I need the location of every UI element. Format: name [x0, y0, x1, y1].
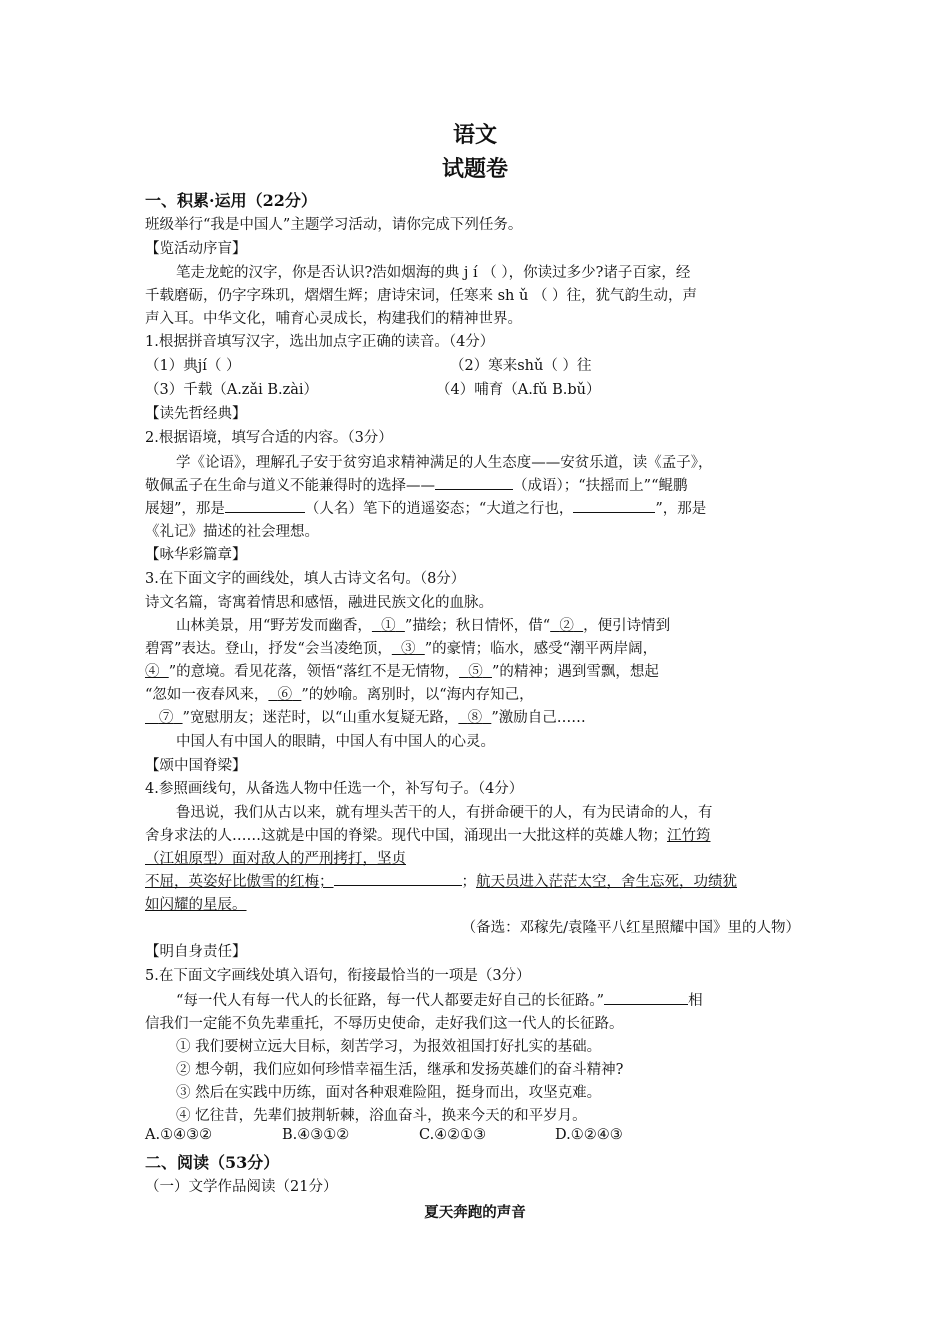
task-tag-2: 【读先哲经典】: [145, 406, 247, 422]
answer-blank[interactable]: [573, 498, 655, 513]
blank-marker[interactable]: [458, 710, 491, 726]
subsection-heading: （一）文学作品阅读（21分）: [145, 1179, 338, 1195]
paragraph-line: [176, 989, 703, 1010]
option-1: （1）典jí（ ）: [145, 358, 241, 374]
page-subtitle: 试题卷: [441, 156, 508, 182]
blank-number: ⑤: [468, 664, 483, 680]
text-run: ”的豪情；临水，感受“潮平两岸阔，: [424, 641, 658, 657]
option-2: （2）寒来shǔ（ ）往: [450, 358, 592, 374]
text-run: 山林美景，用“野芳发而幽香，: [176, 618, 372, 634]
blank-number: ③: [401, 641, 416, 657]
underlined-text: 江竹筠: [667, 828, 711, 844]
paragraph-line: 中国人有中国人的眼睛，中国人有中国人的心灵。: [176, 734, 495, 750]
text-run: 敬佩孟子在生命与道义不能兼得时的选择——: [145, 478, 435, 494]
paragraph-line: 信我们一定能不负先辈重托，不辱历史使命，走好我们这一代人的长征路。: [145, 1016, 624, 1032]
blank-number: ⑦: [158, 710, 174, 726]
candidates-note: （备选：邓稼先/袁隆平八红星照耀中国》里的人物）: [461, 920, 800, 936]
task-tag-1: 【览活动序盲】: [145, 241, 247, 257]
paragraph-line: 学《论语》，理解孔子安于贫穷追求精神满足的人生态度——安贫乐道，读《孟子》，: [176, 455, 713, 471]
question-4: 4.参照画线句，从备选人物中任选一个，补写句子。（4分）: [145, 781, 524, 797]
text-run: ”，那是: [655, 501, 707, 517]
sentence-option: ④ 忆往昔，先辈们披荆斩棘，浴血奋斗，换来今天的和平岁月。: [176, 1108, 587, 1124]
section-heading-1: 一、积累·运用（22分）: [145, 191, 317, 210]
paragraph-line: 声入耳。中华文化，哺育心灵成长，构建我们的精神世界。: [145, 311, 522, 327]
text-run: ”描绘；秋日情怀，借“: [404, 618, 551, 634]
blank-number: ⑥: [277, 687, 293, 703]
blank-number: ②: [559, 618, 574, 634]
paragraph-line: [145, 497, 706, 518]
page-title: 语文: [452, 122, 497, 148]
paragraph-line: [145, 824, 711, 845]
paragraph-line: 千载磨砺，仍字字珠玑，熠熠生辉；唐诗宋词，任寒来 sh ǔ （ ）往，犹气韵生动，声: [145, 288, 698, 304]
article-title: 夏天奔跑的声音: [424, 1204, 526, 1221]
question-5: 5.在下面文字画线处填入语句，衔接最恰当的一项是（3分）: [145, 968, 531, 984]
question-1: 1.根据拼音填写汉字，选出加点字正确的读音。（4分）: [145, 334, 495, 350]
text-run: ”的妙喻。离别时，以“海内存知己，: [301, 687, 534, 703]
text-run: ”的意境。看见花落，领悟“落红不是无情物，: [168, 664, 460, 680]
task-tag-5: 【明自身责任】: [145, 944, 247, 960]
blank-marker[interactable]: [459, 664, 492, 680]
answer-choice-c[interactable]: C.④②①③: [419, 1127, 487, 1143]
blank-marker[interactable]: [372, 618, 405, 634]
text-run: 舍身求法的人……这就是中国的脊梁。现代中国，涌现出一大批这样的英雄人物；: [145, 828, 667, 844]
question-3: 3.在下面文字的画线处，填人古诗文名句。（8分）: [145, 571, 466, 587]
text-run: ”的精神；遇到雪飘，想起: [491, 664, 659, 680]
answer-choice-d[interactable]: D.①②④③: [555, 1127, 623, 1143]
underlined-text: 不屈，英姿好比傲雪的红梅；: [145, 874, 334, 890]
answer-blank[interactable]: [334, 871, 462, 886]
text-run: 展翅”，那是: [145, 501, 225, 517]
paragraph-line: [145, 637, 657, 658]
paragraph-line: 鲁迅说，我们从古以来，就有埋头苦干的人，有拼命硬干的人，有为民请命的人，有: [176, 805, 713, 821]
sentence-option: ① 我们要树立远大目标，刻苦学习，为报效祖国打好扎实的基础。: [176, 1039, 602, 1055]
paragraph-line: [145, 870, 737, 891]
sentence-option: ③ 然后在实践中历练，面对各种艰难险阻，挺身而出，攻坚克难。: [176, 1085, 602, 1101]
paragraph-line: [145, 683, 534, 704]
paragraph-line: [176, 614, 670, 635]
answer-choice-a[interactable]: A.①④③②: [145, 1127, 213, 1143]
option-3: （3）千载（A.zǎi B.zài）: [145, 382, 319, 398]
paragraph-line: [145, 706, 586, 727]
answer-blank[interactable]: [435, 475, 513, 490]
underlined-text: （江姐原型）面对敌人的严刑拷打，坚贞: [145, 851, 406, 867]
blank-number: ④: [145, 664, 160, 680]
text-run: （成语）；“扶摇而上”“鲲鹏: [513, 478, 688, 494]
text-run: 碧霄”表达。登山，抒发“会当凌绝顶，: [145, 641, 392, 657]
blank-number: ⑧: [467, 710, 483, 726]
paragraph-line: [145, 474, 688, 495]
text-run: 相: [688, 993, 703, 1009]
question-2: 2.根据语境，填写合适的内容。（3分）: [145, 430, 393, 446]
section-heading-2: 二、阅读（53分）: [145, 1153, 280, 1172]
text-run: ，便引诗情到: [583, 618, 671, 634]
underlined-text: 航天员进入茫茫太空，舍生忘死，功绩犹: [476, 874, 737, 890]
paragraph-line: 笔走龙蛇的汉字，你是否认识?浩如烟海的典 j í （ ），你读过多少?诸子百家，经: [176, 265, 691, 281]
text-run: ”激励自己……: [491, 710, 586, 726]
blank-marker[interactable]: [268, 687, 301, 703]
answer-blank[interactable]: [225, 498, 305, 513]
underlined-text: 如闪耀的星辰。: [145, 897, 247, 913]
text-run: “每一代人有每一代人的长征路，每一代人都要走好自己的长征路。”: [176, 993, 605, 1009]
answer-choice-b[interactable]: B.④③①②: [282, 1127, 350, 1143]
blank-marker[interactable]: [145, 664, 169, 680]
option-4: （4）哺育（A.fǔ B.bǔ）: [436, 382, 601, 398]
blank-number: ①: [381, 618, 396, 634]
sentence-option: ② 想今朝，我们应如何珍惜幸福生活，继承和发扬英雄们的奋斗精神?: [176, 1062, 624, 1078]
text-run: ”宽慰朋友；迷茫时，以“山重水复疑无路，: [182, 710, 459, 726]
text-run: （人名）笔下的逍遥姿态；“大道之行也，: [304, 501, 574, 517]
task-tag-3: 【咏华彩篇章】: [145, 547, 247, 563]
text-run: “忽如一夜春风来，: [145, 687, 269, 703]
blank-marker[interactable]: [392, 641, 425, 657]
task-tag-4: 【颂中国脊梁】: [145, 758, 247, 774]
paragraph-line: [145, 660, 659, 681]
paragraph-line: 《礼记》描述的社会理想。: [145, 524, 319, 540]
blank-marker[interactable]: [145, 710, 183, 726]
paragraph-line: 诗文名篇，寄寓着情思和感悟，融进民族文化的血脉。: [145, 595, 493, 611]
text-run: ；: [461, 874, 476, 890]
answer-blank[interactable]: [604, 990, 688, 1005]
section-intro: 班级举行“我是中国人”主题学习活动，请你完成下列任务。: [145, 217, 523, 233]
blank-marker[interactable]: [550, 618, 583, 634]
